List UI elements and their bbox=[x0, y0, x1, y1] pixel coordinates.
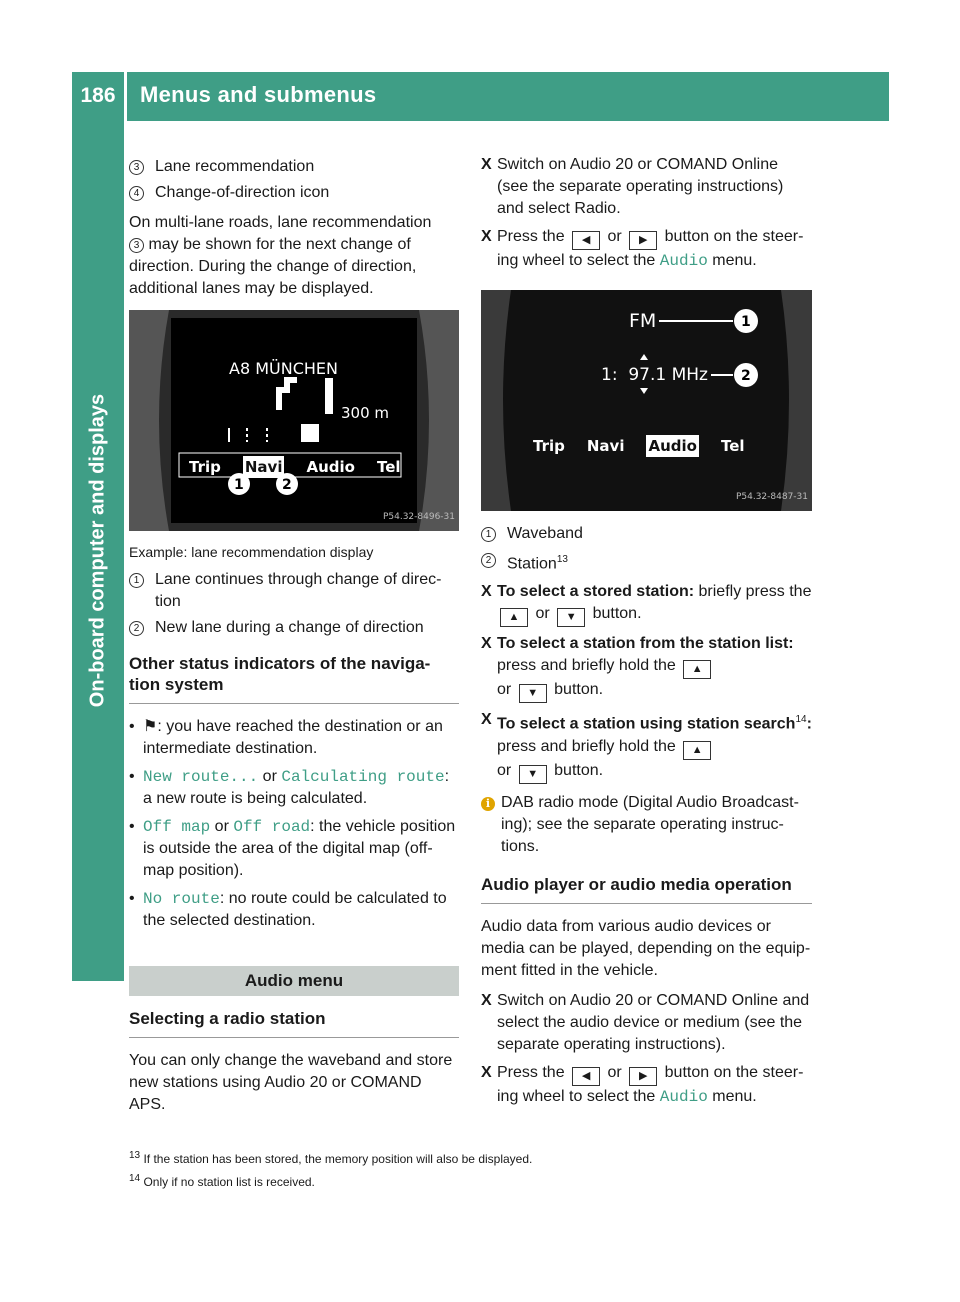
callout-number: 2 bbox=[481, 553, 496, 568]
section-heading: Other status indicators of the naviga-tion system bbox=[129, 654, 431, 694]
paragraph: Audio data from various audio devices or media can be played, depending on the equip-ment fitted in the vehicle. bbox=[481, 917, 811, 979]
right-column bbox=[481, 154, 812, 1114]
left-arrow-button-icon: ◀ bbox=[572, 1067, 600, 1086]
step: X Press the ◀ or ▶ button on the steer-ing wheel to select the Audio menu. bbox=[481, 1063, 804, 1106]
legend-item bbox=[129, 617, 459, 639]
section-heading: Audio player or audio media operation bbox=[481, 874, 792, 894]
step: X Switch on Audio 20 or COMAND Online and select the audio device or medium (see the separate operating instructions). bbox=[481, 991, 810, 1053]
legend-text: New lane during a change of direction bbox=[155, 619, 424, 636]
up-button-icon: ▲ bbox=[683, 660, 711, 679]
menu-item-tel: Tel bbox=[720, 437, 745, 455]
up-button-icon: ▲ bbox=[500, 608, 528, 627]
footnote: $^{13}$ If the station has been stored, the memory position will also be displayed. bbox=[129, 1150, 533, 1166]
up-button-icon: ▲ bbox=[683, 741, 711, 760]
figure-caption: Example: lane recommendation display bbox=[129, 544, 374, 560]
legend-text: Lane recommendation bbox=[155, 158, 315, 175]
menu-item-audio: Audio bbox=[306, 458, 355, 476]
callout-number: 2 bbox=[741, 368, 751, 384]
list-item: • No route: no route could be calculated to the selected destination. bbox=[129, 890, 447, 929]
left-arrow-button-icon: ◀ bbox=[572, 231, 600, 250]
down-button-icon: ▼ bbox=[557, 608, 585, 627]
down-button-icon: ▼ bbox=[519, 684, 547, 703]
flag-icon: ⚑ bbox=[143, 718, 158, 735]
info-note bbox=[481, 792, 812, 858]
legend-item bbox=[129, 156, 459, 178]
divider bbox=[129, 1037, 459, 1038]
section-box: Audio menu bbox=[129, 966, 459, 996]
navigation-display-figure bbox=[129, 310, 459, 531]
callout-number: 1 bbox=[481, 527, 496, 542]
callout-number: 2 bbox=[129, 621, 144, 636]
legend-text: Station bbox=[507, 555, 557, 573]
legend-text: Waveband bbox=[507, 525, 583, 542]
info-icon: i bbox=[481, 797, 495, 811]
menu-item-trip: Trip bbox=[189, 458, 221, 476]
legend-item bbox=[481, 549, 812, 575]
audio-display-figure bbox=[481, 290, 812, 511]
down-button-icon: ▼ bbox=[519, 765, 547, 784]
list-item: • New route... or Calculating route: a new route is being calculated. bbox=[129, 768, 450, 807]
callout-number: 3 bbox=[129, 160, 144, 175]
page-title: Menus and submenus bbox=[140, 82, 377, 107]
menu-item-tel: Tel bbox=[376, 458, 401, 476]
menu-item-navi: Navi bbox=[244, 458, 283, 476]
callout-number: 1 bbox=[741, 314, 751, 330]
station-label: 1: 97.1 MHz bbox=[601, 365, 708, 385]
callout-number: 2 bbox=[282, 477, 292, 493]
callout-number: 3 bbox=[129, 238, 144, 253]
figure-code: P54.32-8496-31 bbox=[382, 512, 455, 522]
callout-number: 4 bbox=[129, 186, 144, 201]
figure-code: P54.32-8487-31 bbox=[735, 492, 808, 502]
left-column bbox=[129, 156, 459, 1124]
paragraph: On multi-lane roads, lane recommendation 3 may be shown for the next change of direction. During the change of direction, additional lanes may be displayed. bbox=[129, 214, 432, 297]
right-arrow-button-icon: ▶ bbox=[629, 1067, 657, 1086]
step: X To select a station from the station list: press and briefly hold the ▲ or ▼ button. bbox=[481, 633, 812, 703]
destination-label: A8 MÜNCHEN bbox=[229, 359, 338, 378]
footnotes bbox=[129, 1146, 532, 1192]
footnote: $^{14}$ Only if no station list is received. bbox=[129, 1173, 315, 1189]
page-number: 186 bbox=[80, 84, 116, 107]
paragraph: You can only change the waveband and store new stations using Audio 20 or COMAND APS. bbox=[129, 1052, 453, 1113]
info-text: DAB radio mode (Digital Audio Broadcast-ing); see the separate operating instruc-tions. bbox=[501, 793, 799, 855]
menu-item-navi: Navi bbox=[586, 437, 625, 455]
waveband-label: FM bbox=[629, 310, 657, 332]
footnote-ref: 14 bbox=[795, 714, 807, 726]
step: X To select a stored station: briefly press the ▲ or ▼ button. bbox=[481, 581, 812, 627]
distance-label: 300 m bbox=[341, 404, 390, 422]
legend-text: Change-of-direction icon bbox=[155, 184, 330, 201]
step: X Press the ◀ or ▶ button on the steer-ing wheel to select the Audio menu. bbox=[481, 228, 804, 270]
divider bbox=[129, 703, 459, 704]
step: X To select a station using station search$^{14}$: press and briefly hold the ▲ or ▼ button. bbox=[481, 709, 812, 783]
step: X Switch on Audio 20 or COMAND Online (see the separate operating instructions) and select Radio. bbox=[481, 156, 784, 217]
menu-item-trip: Trip bbox=[533, 437, 565, 455]
menu-bar bbox=[189, 456, 423, 478]
callout-number: 1 bbox=[234, 477, 244, 493]
right-arrow-button-icon: ▶ bbox=[629, 231, 657, 250]
cluster-frame bbox=[129, 310, 459, 531]
legend-item bbox=[129, 182, 459, 204]
side-tab-label: On-board computer and displays bbox=[86, 393, 109, 708]
divider bbox=[481, 903, 812, 904]
legend-text: Lane continues through change of direc-tion bbox=[155, 571, 442, 610]
legend-item bbox=[129, 569, 459, 613]
callout-number: 1 bbox=[129, 573, 144, 588]
menu-item-audio: Audio bbox=[648, 437, 697, 455]
list-item: • Off map or Off road: the vehicle position is outside the area of the digital map (off-map position). bbox=[129, 818, 456, 879]
footnote-ref: 13 bbox=[556, 554, 568, 565]
list-item: • ⚑: you have reached the destination or an intermediate destination. bbox=[129, 718, 443, 757]
legend-item bbox=[481, 523, 812, 545]
header-separator bbox=[124, 72, 127, 121]
menu-bar bbox=[533, 435, 767, 457]
section-heading: Selecting a radio station bbox=[129, 1009, 326, 1028]
